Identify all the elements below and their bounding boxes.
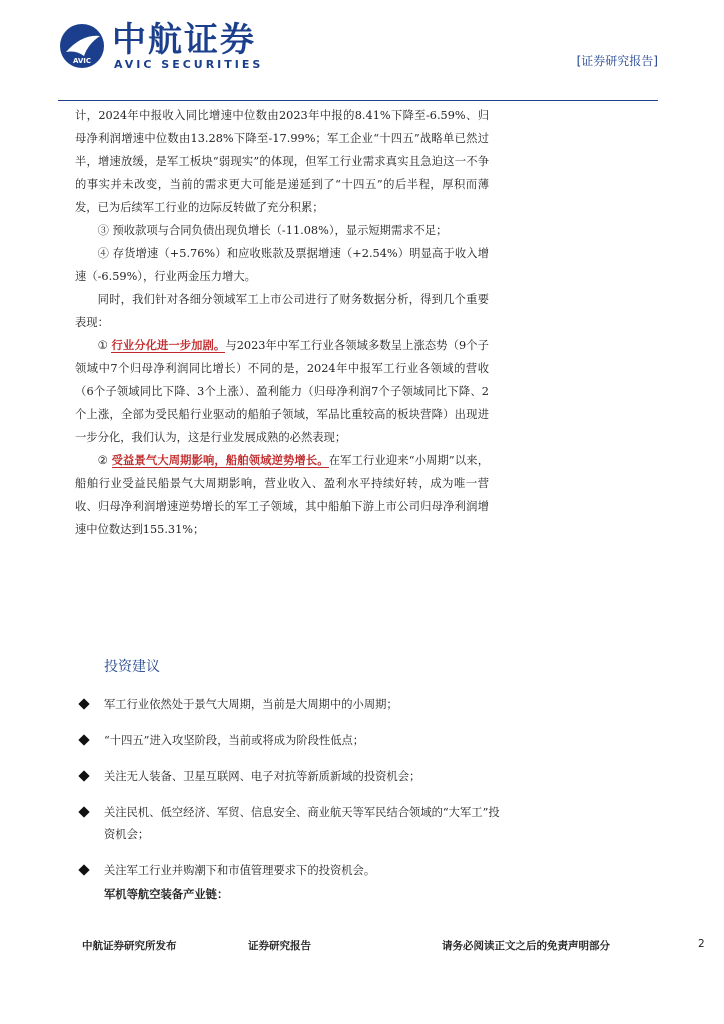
- footer-publisher: 中航证券研究所发布: [82, 940, 177, 952]
- diamond-bullet-icon: [78, 698, 89, 709]
- list-item: 关注无人装备、卫星互联网、电子对抗等新质新域的投资机会；: [80, 766, 500, 788]
- paragraph-6-highlight: 受益景气大周期影响，船舶领域逆势增长。: [111, 453, 329, 467]
- header-divider: [58, 100, 658, 101]
- paragraph-6-number: ②: [97, 454, 112, 467]
- report-type-tag: [证券研究报告]: [576, 54, 658, 68]
- diamond-bullet-icon: [78, 806, 89, 817]
- aviation-chain-subtitle: 军机等航空装备产业链：: [104, 887, 229, 901]
- diamond-bullet-icon: [78, 770, 89, 781]
- paragraph-5-body: 与2023年中军工行业各领域多数呈上涨态势（9个子领域中7个归母净利润同比增长）不同的是，2024年中报军工行业各领域的营收（6个子领域同比下降、3个上涨）、盈利能力（归母净利润7个子领域同比下降、2个上涨，全部为受民船行业驱动的船舶子领域，军品比重较高的板块营降）出现进一步分化，我们认为，这是行业发展成熟的必然表现；: [75, 339, 489, 444]
- paragraph-3: ④ 存货增速（+5.76%）和应收账款及票据增速（+2.54%）明显高于收入增速（-6.59%），行业两金压力增大。: [75, 247, 489, 283]
- paragraph-6-body: 在军工行业迎来“小周期”以来，船舶行业受益民船景气大周期影响，营业收入、盈利水平持续好转，成为唯一营收、归母净利润增速逆势增长的军工子领域，其中船舶下游上市公司归母净利润增速中位数达到155.31%；: [75, 454, 489, 536]
- page-footer: [82, 938, 712, 958]
- paragraph-5-number: ①: [97, 339, 112, 352]
- list-item: “十四五”进入攻坚阶段，当前或将成为阶段性低点；: [80, 730, 500, 752]
- paragraph-1: 计，2024年中报收入同比增速中位数由2023年中报的8.41%下降至-6.59%、归母净利润增速中位数由13.28%下降至-17.99%；军工企业“十四五”战略单已然过半，增速放缓，是军工板块“弱现实”的体现，但军工行业需求真实且急迫这一不争的事实并未改变，当前的需求更大可能是递延到了“十四五”的后半程，厚积而薄发，已为后续军工行业的边际反转做了充分积累；: [75, 109, 489, 214]
- paragraph-5: [75, 334, 489, 449]
- logo-chinese-name: 中航证券: [112, 20, 256, 60]
- diamond-bullet-icon: [78, 734, 89, 745]
- paragraph-2: ③ 预收款项与合同负债出现负增长（-11.08%），显示短期需求不足；: [97, 224, 448, 237]
- page-header: [58, 20, 658, 100]
- paragraph-4: 同时，我们针对各细分领域军工上市公司进行了财务数据分析，得到几个重要表现：: [75, 293, 489, 329]
- footer-disclaimer: 请务必阅读正文之后的免责声明部分: [442, 940, 610, 952]
- paragraph-5-highlight: 行业分化进一步加剧。: [111, 338, 226, 352]
- avic-logo-icon: [58, 22, 106, 70]
- page-number: 2: [698, 938, 705, 950]
- list-item: 关注军工行业并购潮下和市值管理要求下的投资机会。: [80, 860, 500, 882]
- list-item: 军工行业依然处于景气大周期，当前是大周期中的小周期；: [80, 694, 500, 716]
- investment-advice-list: [80, 694, 500, 896]
- logo-english-name: AVIC SECURITIES: [114, 58, 264, 71]
- logo-mark-text: AVIC: [72, 57, 92, 65]
- paragraph-6: [75, 449, 489, 541]
- body-paragraphs: [75, 104, 489, 541]
- footer-report-type: 证券研究报告: [248, 940, 311, 952]
- list-item: 关注民机、低空经济、军贸、信息安全、商业航天等军民结合领域的“大军工”投资机会；: [80, 802, 500, 846]
- diamond-bullet-icon: [78, 864, 89, 875]
- investment-advice-title: 投资建议: [104, 659, 160, 675]
